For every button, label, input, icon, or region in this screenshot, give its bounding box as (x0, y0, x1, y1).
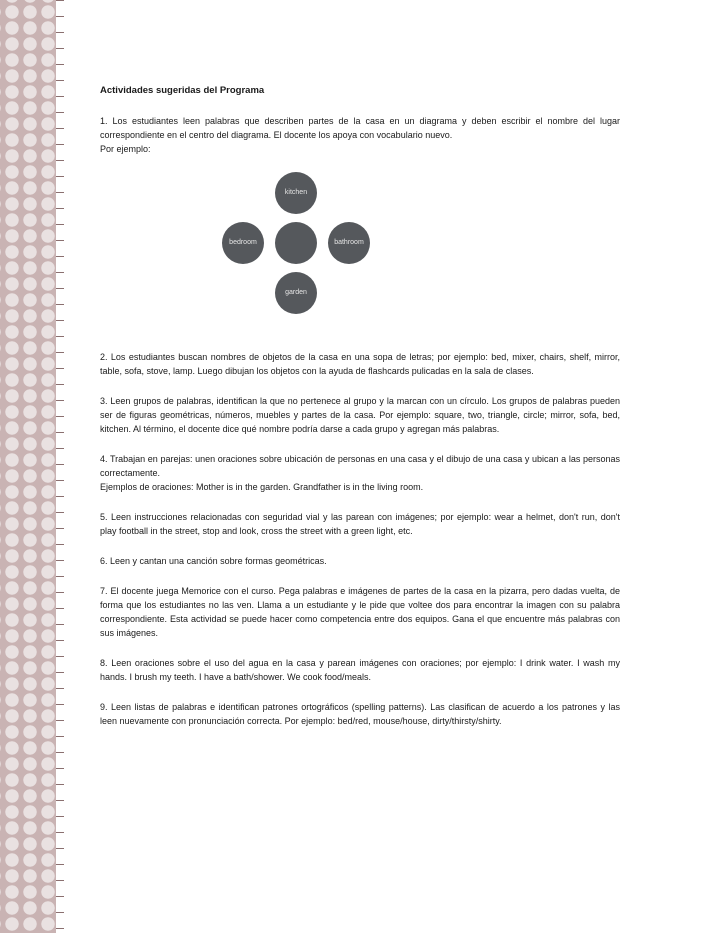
activity-5: 5. Leen instrucciones relacionadas con seguridad vial y las parean con imágenes; por ejemplo: wear a helmet, don't run, don't play football in the street, stop and look, cross the street with a green light, etc. (100, 512, 620, 536)
diagram-bottom-circle: garden (275, 272, 317, 314)
page-title: Actividades sugeridas del Programa (100, 85, 265, 96)
activity-9: 9. Leen listas de palabras e identifican patrones ortográficos (spelling patterns). Las clasifican de acuerdo a los patrones y las leen nuevamente con pronunciación correcta. Por ejemplo: bed/red, mouse/house, dirty/thirsty/shirty. (100, 702, 620, 726)
diagram-right-circle: bathroom (328, 222, 370, 264)
activity-6: 6. Leen y cantan una canción sobre formas geométricas. (100, 556, 327, 566)
diagram-top-circle: kitchen (275, 172, 317, 214)
activity-1 (100, 114, 620, 156)
activity-2: 2. Los estudiantes buscan nombres de objetos de la casa en una sopa de letras; por ejemplo: bed, mixer, chairs, shelf, mirror, table, sofa, stove, lamp. Luego dibujan los objetos con la ayuda de flashcards pulicadas en la sala de clases. (100, 352, 620, 376)
activity-4-example: Ejemplos de oraciones: Mother is in the garden. Grandfather is in the living room. (100, 482, 424, 492)
activity-1-text: 1. Los estudiantes leen palabras que describen partes de la casa en un diagrama y deben escribir el nombre del lugar correspondiente en el centro del diagrama. El docente los apoya con vocabulario nuevo. (100, 116, 620, 140)
binder-strip-decoration (0, 0, 56, 933)
diagram-left-circle: bedroom (222, 222, 264, 264)
activity-1-example-label: Por ejemplo: (100, 144, 151, 154)
activity-4-text: 4. Trabajan en parejas: unen oraciones sobre ubicación de personas en una casa y el dibujo de una casa y ubican a las personas correctamente. (100, 454, 620, 478)
activity-8: 8. Leen oraciones sobre el uso del agua en la casa y parean imágenes con oraciones; por ejemplo: I drink water. I wash my hands. I brush my teeth. I have a bath/shower. We cook food/meals. (100, 658, 620, 682)
house-parts-diagram (100, 172, 620, 332)
diagram-center-circle (275, 222, 317, 264)
document-body (100, 84, 620, 744)
activity-7: 7. El docente juega Memorice con el curso. Pega palabras e imágenes de partes de la casa en la pizarra, pero dadas vuelta, de forma que los estudiantes no las ven. Llama a un estudiante y le pide que voltee dos para encontrar la imagen con su palabra correspondiente. Esta actividad se puede hacer como competencia entre dos equipos. Gana el que encuentre más palabras con sus imágenes. (100, 586, 620, 638)
activity-4 (100, 452, 620, 494)
activity-3: 3. Leen grupos de palabras, identifican la que no pertenece al grupo y la marcan con un círculo. Los grupos de palabras pueden ser de figuras geométricas, números, muebles y partes de la casa. Por ejemplo: square, two, triangle, circle; mirror, sofa, bed, kitchen. Al término, el docente dice qué nombre podría darse a cada grupo y agregan más palabras. (100, 396, 620, 434)
